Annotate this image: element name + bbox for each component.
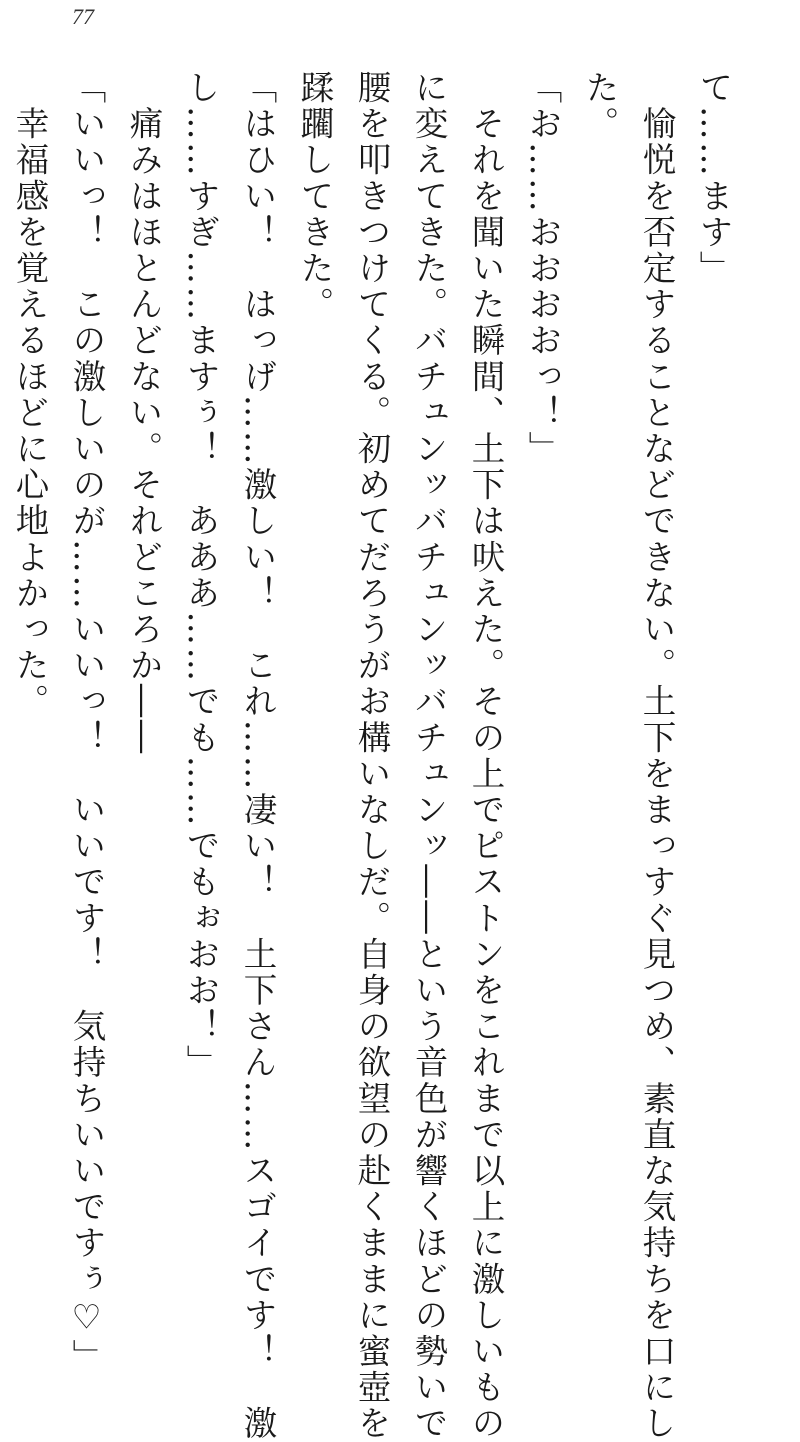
text-line: 愉悦を否定することなどできない。土下をまっすぐ見つめ、素直な気持ちを口にし <box>637 70 676 1442</box>
text-line: し……すぎ……ますぅ！ あああ……でも……でもぉおお！」 <box>181 70 220 1081</box>
page-number: 77 <box>72 4 94 29</box>
text-line: それを聞いた瞬間、土下は吠えた。その上でピストンをこれまで以上に激しいもの <box>466 70 505 1442</box>
text-line: た。 <box>580 70 619 143</box>
text-line: 「はひい！ はっげ……激しい！ これ……凄い！ 土下さん……スゴイです！ 激 <box>238 70 277 1442</box>
text-line: 痛みはほとんどない。それどころか―― <box>124 70 163 756</box>
text-line: て……ます」 <box>694 70 733 287</box>
text-line: に変えてきた。バチュンッバチュンッバチュンッ――という音色が響くほどの勢いで <box>409 70 448 1442</box>
body-text <box>10 70 742 1442</box>
text-line: 蹂躙してきた。 <box>295 70 334 323</box>
text-line: 「いいっ！ この激しいのが……いいっ！ いいです！ 気持ちいいですぅ♡」 <box>67 70 106 1376</box>
text-line: 幸福感を覚えるほどに心地よかった。 <box>10 70 49 720</box>
text-line <box>0 70 1 1145</box>
vertical-text-columns <box>10 70 742 1442</box>
text-line: 腰を叩きつけてくる。初めてだろうがお構いなしだ。自身の欲望の赴くままに蜜壺を <box>352 70 391 1442</box>
text-line: 「お……おおおおっ！」 <box>523 70 562 468</box>
